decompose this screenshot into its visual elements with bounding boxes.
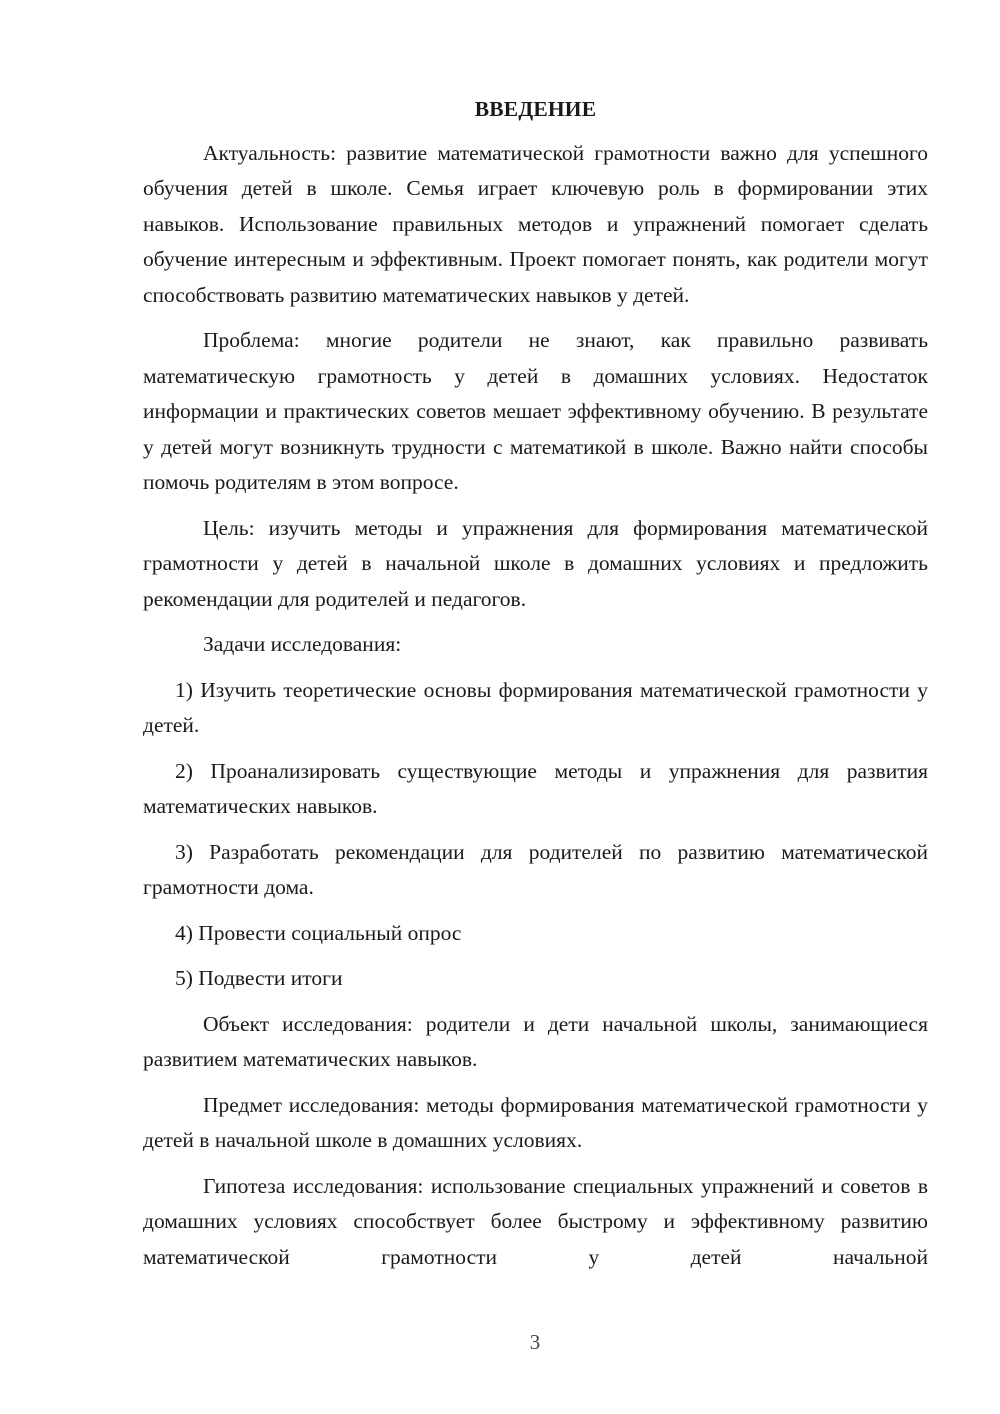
goal-paragraph: Цель: изучить методы и упражнения для формирования математической грамотности у детей в начальной школе в домашних условиях и предложить рекомендации для родителей и педагогов. bbox=[143, 515, 928, 611]
tasks-heading: Задачи исследования: bbox=[203, 632, 402, 656]
task-item-3: 3) Разработать рекомендации для родителей по развитию математической грамотности дома. bbox=[143, 839, 928, 899]
page-number: 3 bbox=[529, 1330, 541, 1354]
task-item-5: 5) Подвести итоги bbox=[175, 966, 343, 990]
relevance-paragraph: Актуальность: развитие математической грамотности важно для успешного обучения детей в школе. Семья играет ключевую роль в формировании этих навыков. Использование правильных методов и упражнений помогает сделать обучение интересным и эффективным. Проект помогает понять, как родители могут способствовать развитию математических навыков у детей. bbox=[143, 140, 928, 307]
object-paragraph: Объект исследования: родители и дети начальной школы, занимающиеся развитием математических навыков. bbox=[143, 1011, 928, 1071]
task-item-1: 1) Изучить теоретические основы формирования математической грамотности у детей. bbox=[143, 677, 928, 737]
task-item-2: 2) Проанализировать существующие методы и упражнения для развития математических навыков. bbox=[143, 758, 928, 818]
task-item-4: 4) Провести социальный опрос bbox=[175, 920, 462, 945]
subject-paragraph: Предмет исследования: методы формирования математической грамотности у детей в начальной школе в домашних условиях. bbox=[143, 1092, 928, 1152]
hypothesis-paragraph: Гипотеза исследования: использование специальных упражнений и советов в домашних условиях способствует более быстрому и эффективному развитию математической грамотности у детей начальной bbox=[143, 1173, 928, 1269]
problem-paragraph: Проблема: многие родители не знают, как правильно развивать математическую грамотность у детей в домашних условиях. Недостаток информации и практических советов мешает эффективному обучению. В результате у детей могут возникнуть трудности с математикой в школе. Важно найти способы помочь родителям в этом вопросе. bbox=[143, 328, 928, 494]
section-title: ВВЕДЕНИЕ bbox=[474, 97, 597, 121]
document-page bbox=[143, 92, 928, 1285]
